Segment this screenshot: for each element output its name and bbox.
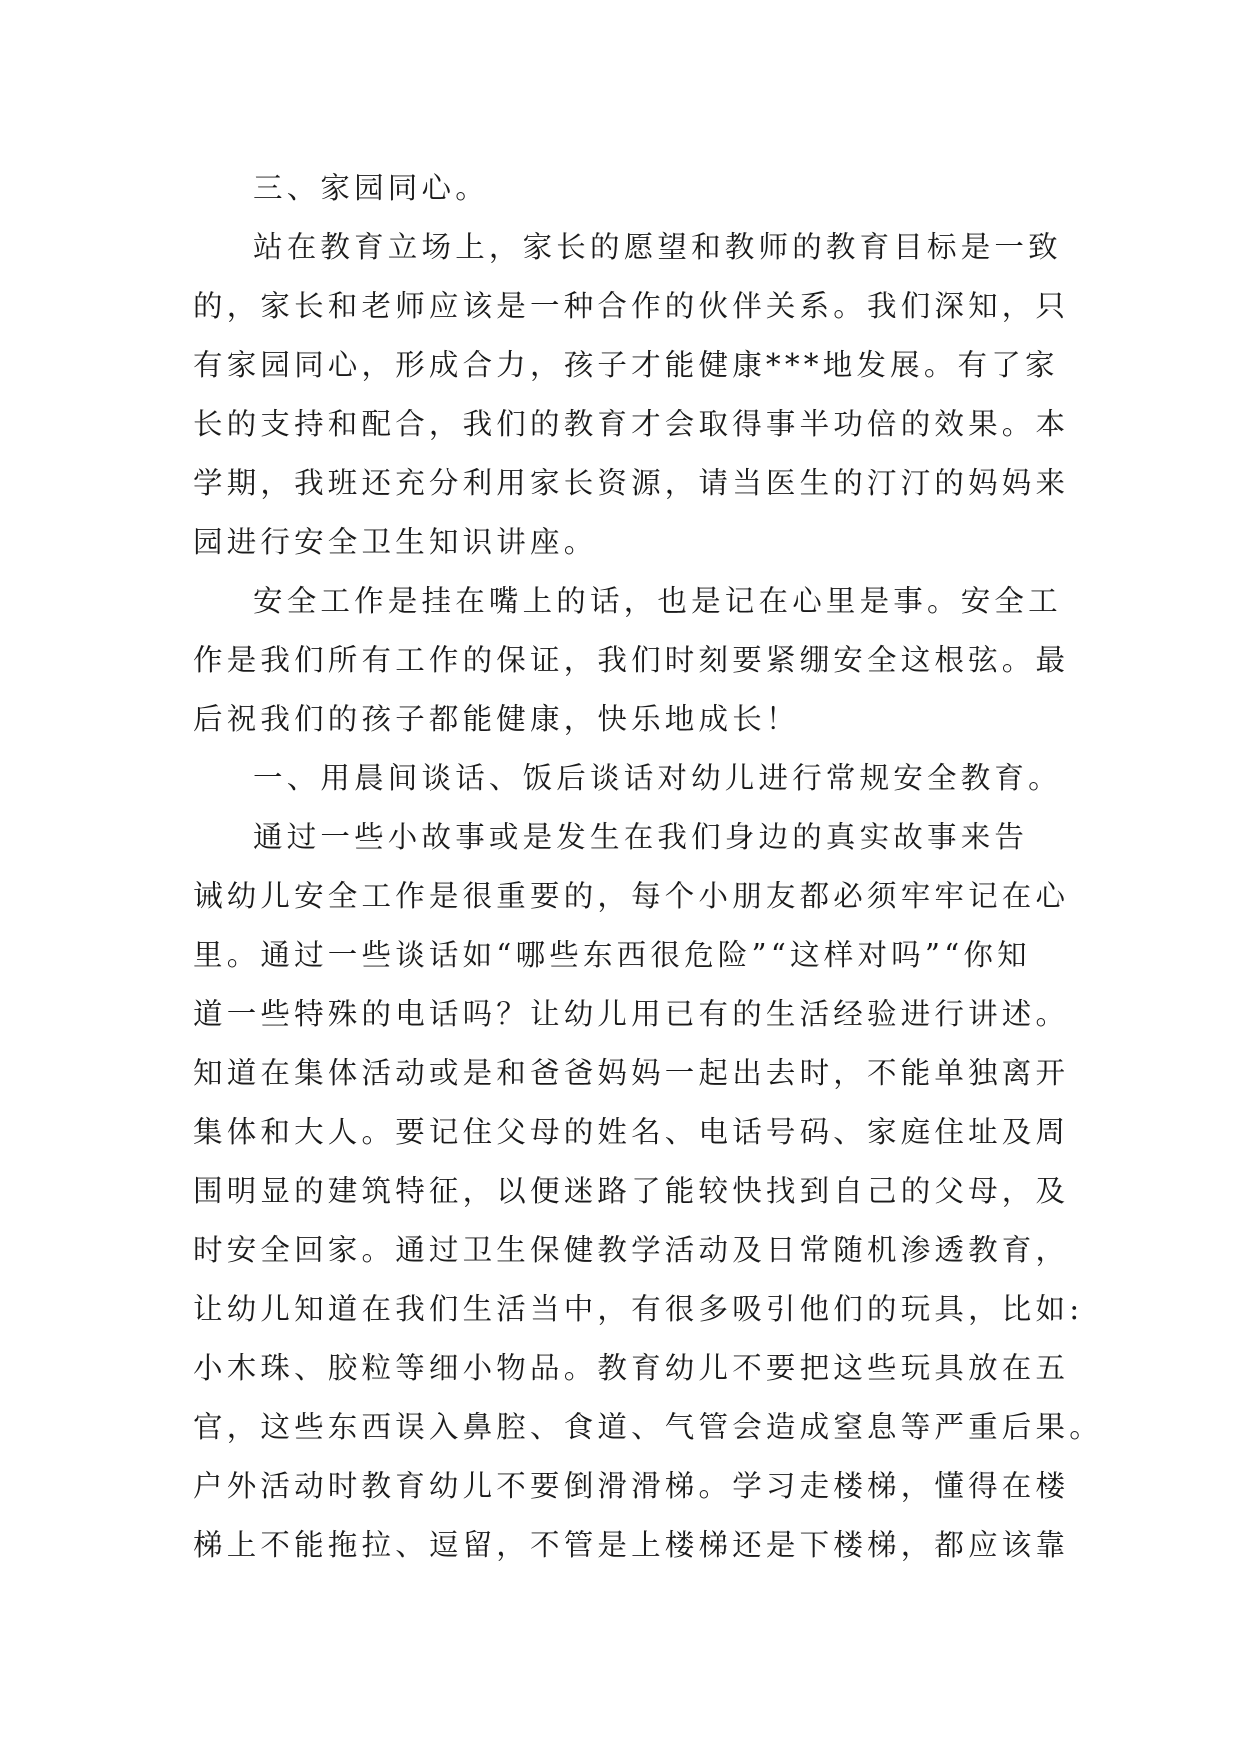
text-line: 有家园同心，形成合力，孩子才能健康***地发展。有了家: [193, 348, 1059, 382]
text-line: 长的支持和配合，我们的教育才会取得事半功倍的效果。本: [193, 407, 1070, 441]
text-line: 的，家长和老师应该是一种合作的伙伴关系。我们深知，只: [193, 289, 1070, 323]
text-line: 诫幼儿安全工作是很重要的，每个小朋友都必须牢牢记在心: [193, 879, 1070, 913]
document-body: [193, 159, 1103, 1575]
text-line: 里。通过一些谈话如“哪些东西很危险”“这样对吗”“你知: [193, 938, 1031, 972]
text-line: 围明显的建筑特征，以便迷路了能较快找到自己的父母，及: [193, 1174, 1070, 1208]
text-line: 户外活动时教育幼儿不要倒滑滑梯。学习走楼梯，懂得在楼: [193, 1469, 1070, 1503]
text-line: 园进行安全卫生知识讲座。: [193, 525, 598, 559]
text-line: 梯上不能拖拉、逗留，不管是上楼梯还是下楼梯，都应该靠: [193, 1528, 1070, 1562]
text-line: 作是我们所有工作的保证，我们时刻要紧绷安全这根弦。最: [193, 643, 1070, 677]
text-line: 时安全回家。通过卫生保健教学活动及日常随机渗透教育，: [193, 1233, 1070, 1267]
text-line: 三、家园同心。: [253, 171, 489, 205]
text-line: 安全工作是挂在嘴上的话，也是记在心里是事。安全工: [253, 584, 1062, 618]
text-line: 后祝我们的孩子都能健康，快乐地成长！: [193, 702, 800, 736]
text-line: 集体和大人。要记住父母的姓名、电话号码、家庭住址及周: [193, 1115, 1070, 1149]
text-line: 道一些特殊的电话吗？让幼儿用已有的生活经验进行讲述。: [193, 997, 1070, 1031]
text-line: 官，这些东西误入鼻腔、食道、气管会造成窒息等严重后果。: [193, 1410, 1103, 1444]
text-line: 小木珠、胶粒等细小物品。教育幼儿不要把这些玩具放在五: [193, 1351, 1070, 1385]
text-line: 知道在集体活动或是和爸爸妈妈一起出去时，不能单独离开: [193, 1056, 1070, 1090]
text-line: 学期，我班还充分利用家长资源，请当医生的汀汀的妈妈来: [193, 466, 1070, 500]
text-line: 让幼儿知道在我们生活当中，有很多吸引他们的玩具，比如:: [193, 1292, 1084, 1326]
text-line: 通过一些小故事或是发生在我们身边的真实故事来告: [253, 820, 1029, 854]
text-line: 站在教育立场上，家长的愿望和教师的教育目标是一致: [253, 230, 1062, 264]
text-line: 一、用晨间谈话、饭后谈话对幼儿进行常规安全教育。: [253, 761, 1062, 795]
